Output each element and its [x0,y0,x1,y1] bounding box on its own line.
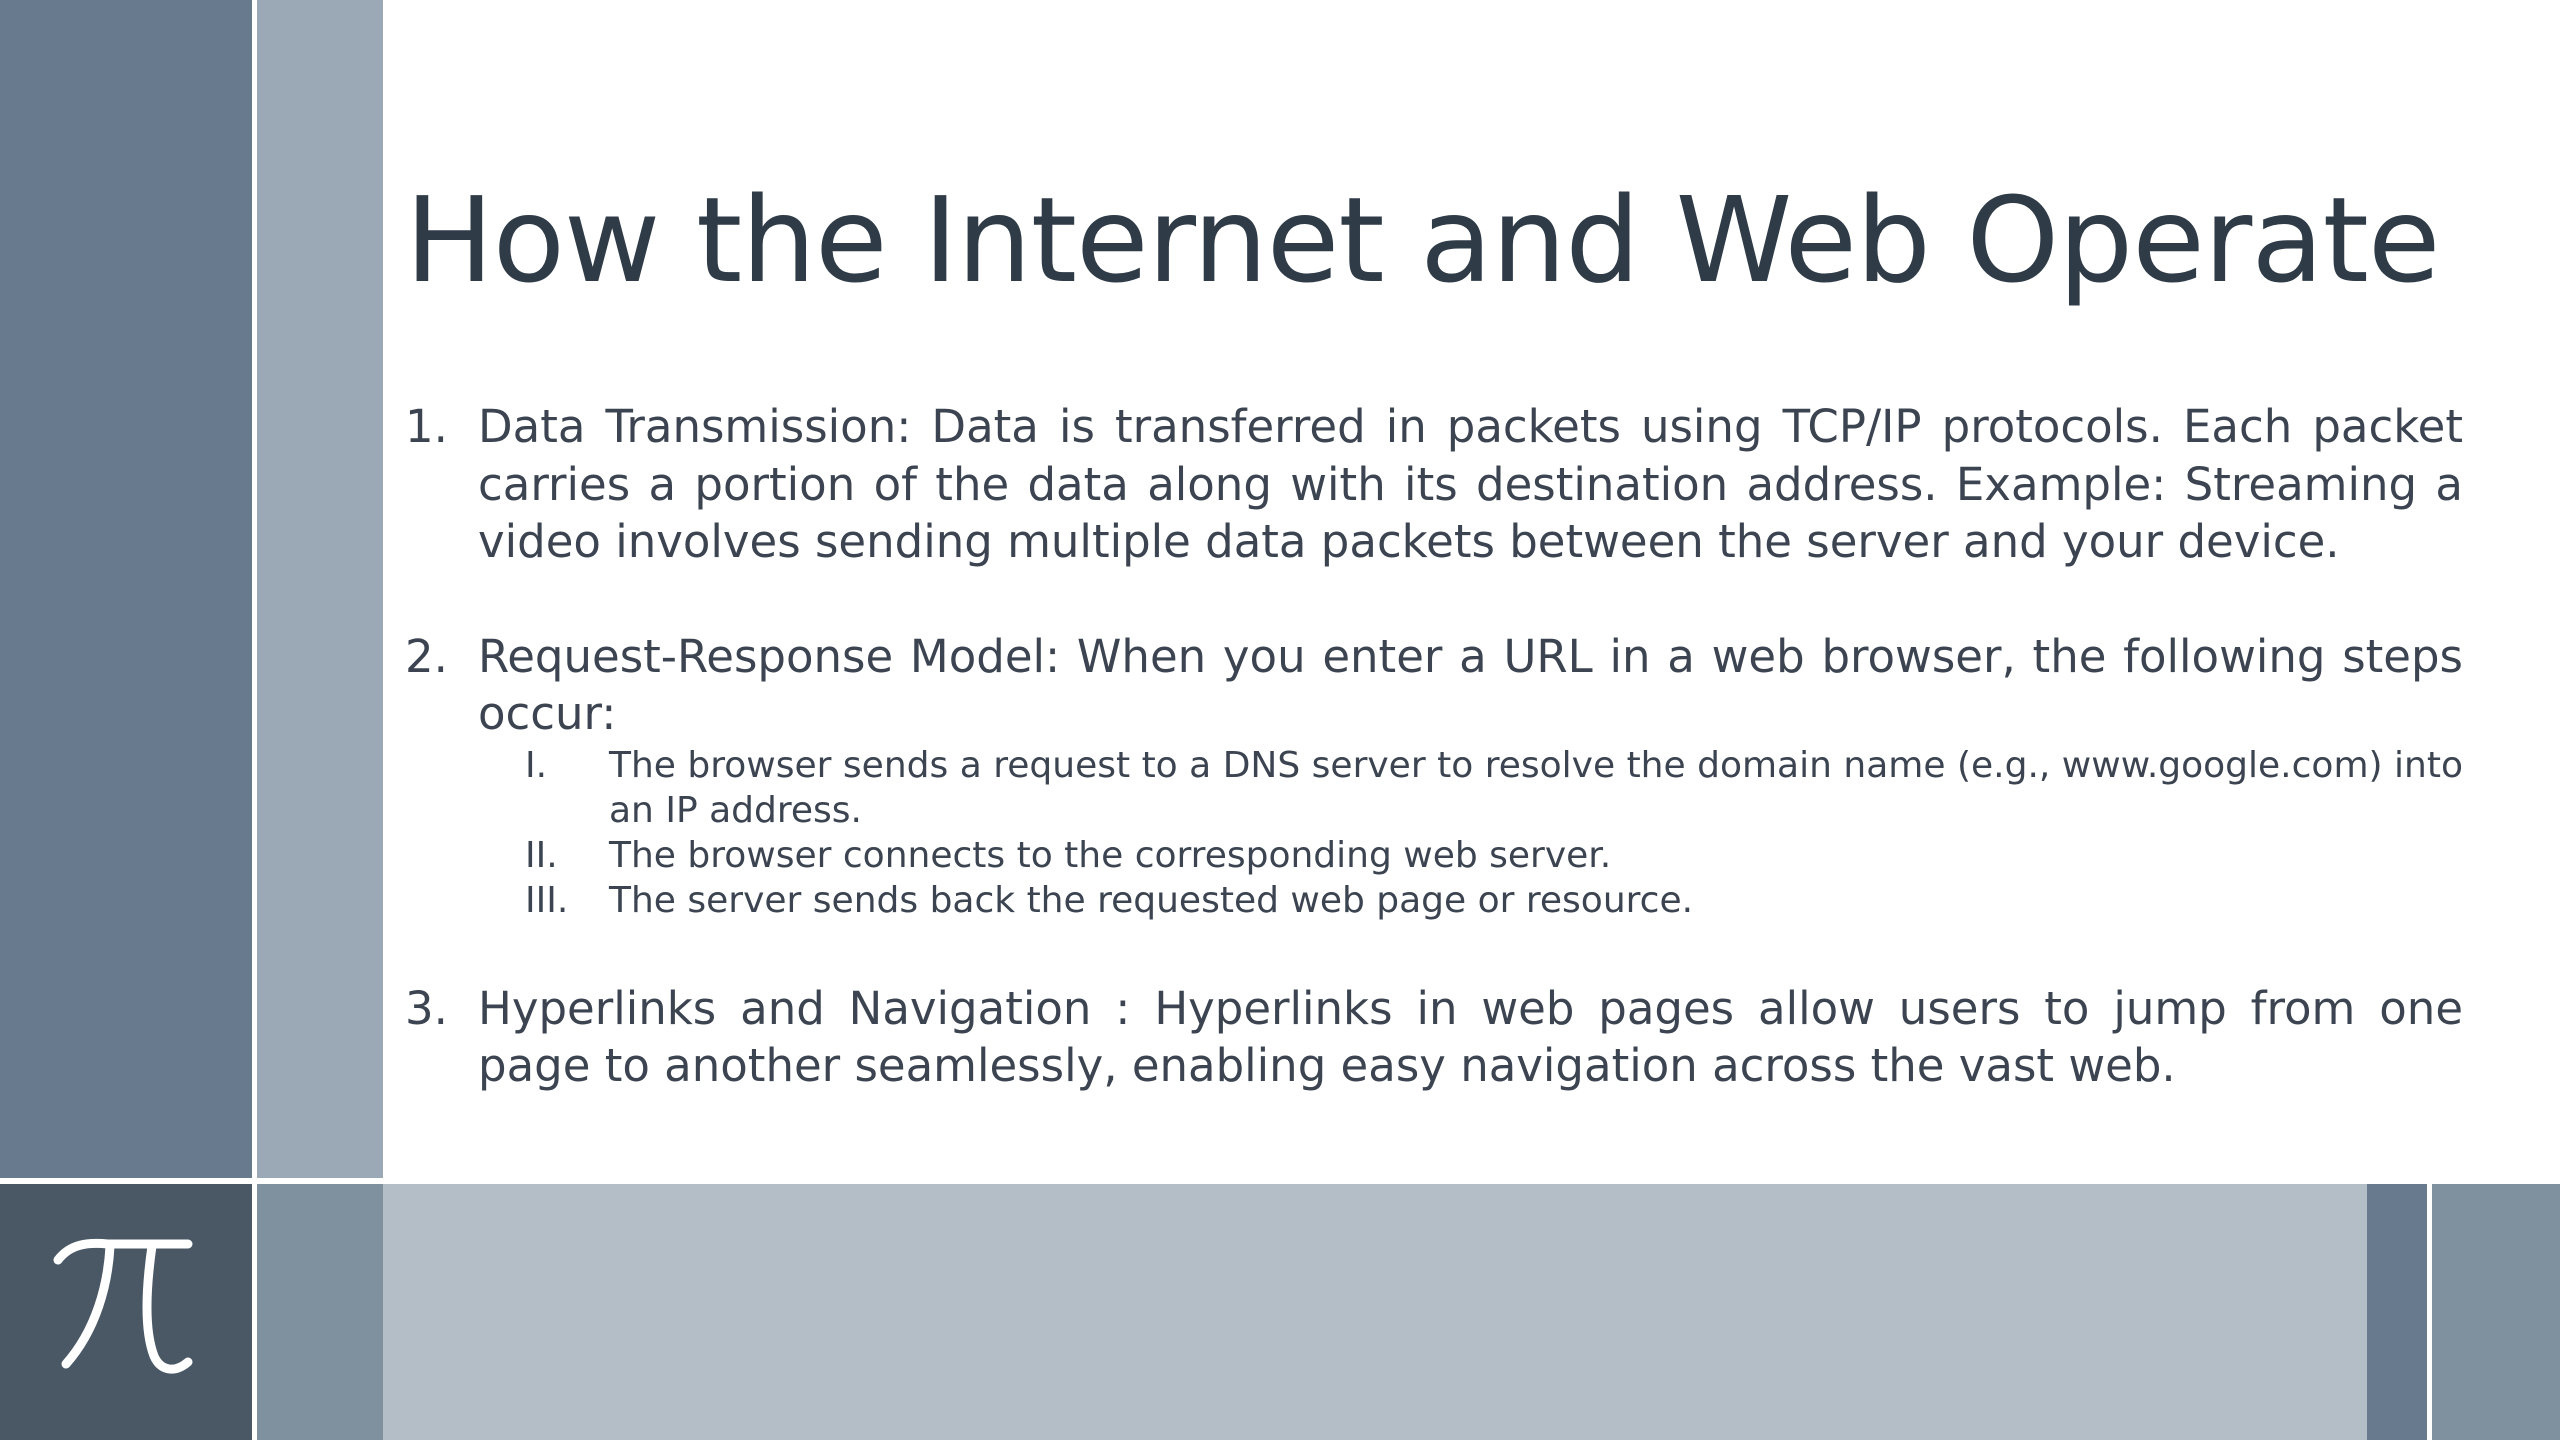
sub-list-item [405,878,2463,923]
list-item [405,980,2463,1095]
slide-content [405,398,2463,1095]
list-item-text: Request-Response Model: When you enter a URL in a web browser, the following steps occur: [478,629,2463,740]
list-item [405,398,2463,571]
footer-right-block-dark [2367,1184,2427,1440]
list-item-text: Hyperlinks and Navigation : Hyperlinks in web pages allow users to jump from one page to another seamlessly, enabling easy navigation across the vast web. [478,981,2463,1092]
footer-accent-block [257,1184,383,1440]
slide-title: How the Internet and Web Operate [405,171,2440,309]
list-item-number: 1. [405,400,448,453]
sub-list-item-number: II. [525,834,558,876]
left-accent-bar [257,0,383,1178]
list-item-text: Data Transmission: Data is transferred in packets using TCP/IP protocols. Each packet carries a portion of the data along with its destination address. Example: Streaming a video involves sending multiple data packets between the server and your device. [478,400,2463,568]
sub-list-item-number: III. [525,879,569,921]
footer-right-block-light [2432,1184,2560,1440]
sub-list-item-number: I. [525,744,548,786]
sub-list-item-text: The server sends back the requested web page or resource. [609,879,1694,921]
sub-list-item [405,743,2463,833]
sub-list-item [405,833,2463,878]
list-item [405,628,2463,743]
sub-list-item-text: The browser connects to the corresponding web server. [609,834,1612,876]
list-item-number: 2. [405,629,448,683]
footer-band [383,1184,2367,1440]
left-sidebar-bar [0,0,252,1178]
sub-list-item-text: The browser sends a request to a DNS server to resolve the domain name (e.g., www.google.com) into an IP address. [609,744,2463,831]
sub-list [405,743,2463,923]
list-item-number: 3. [405,981,448,1035]
pi-logo-icon [48,1230,208,1390]
